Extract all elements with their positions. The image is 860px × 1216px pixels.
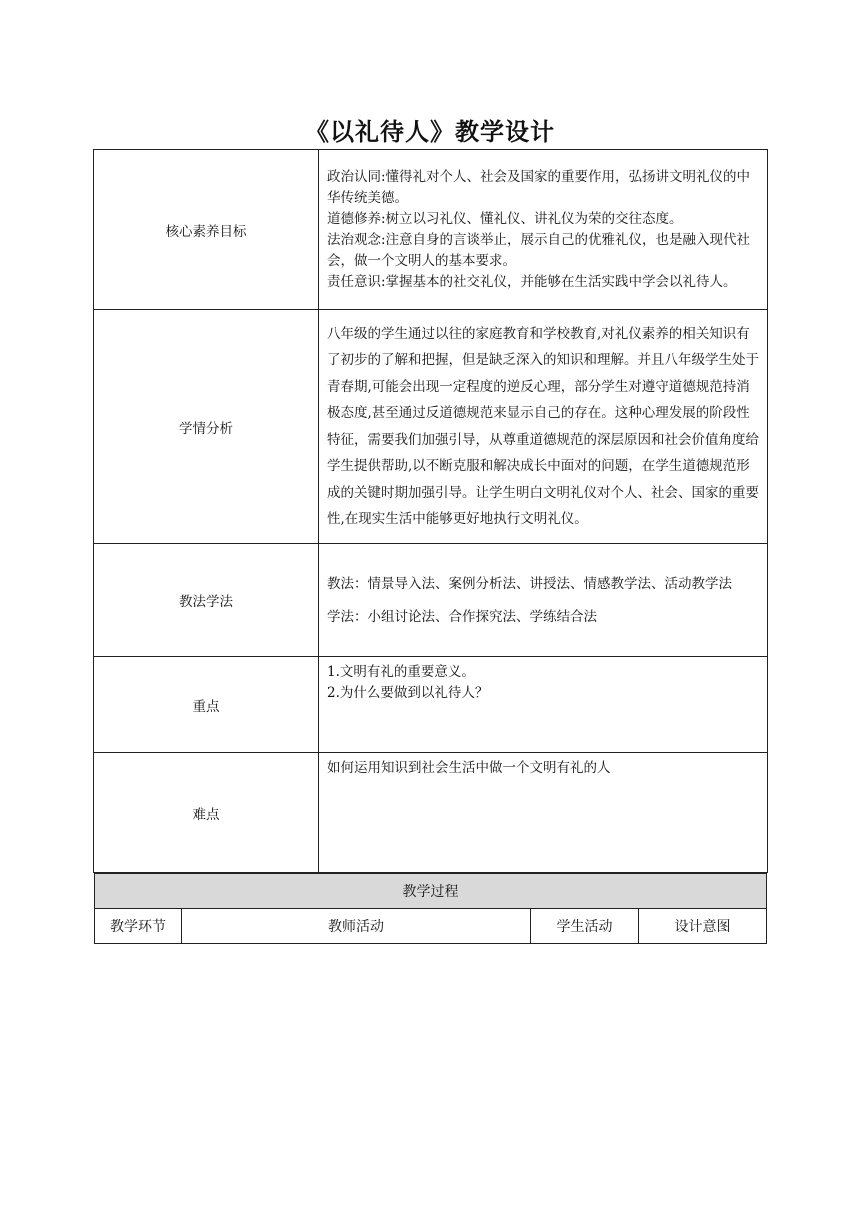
row-student-analysis bbox=[94, 310, 768, 544]
process-heading-row bbox=[95, 874, 767, 909]
row-methods bbox=[94, 544, 768, 657]
label-key-points: 重点 bbox=[94, 657, 319, 753]
key-point-line: 1.文明有礼的重要意义。 bbox=[327, 664, 475, 680]
learning-method: 学法：小组讨论法、合作探究法、学练结合法 bbox=[327, 609, 597, 625]
column-header: 教师活动 bbox=[182, 909, 531, 944]
row-key-points bbox=[94, 657, 768, 753]
core-goal-line: 责任意识:掌握基本的社交礼仪，并能够在生活实践中学会以礼待人。 bbox=[327, 273, 737, 290]
core-goal-line: 政治认同:懂得礼对个人、社会及国家的重要作用，弘扬讲文明礼仪的中华传统美德。 bbox=[327, 168, 751, 206]
content-core-goals bbox=[319, 150, 768, 310]
label-core-goals: 核心素养目标 bbox=[94, 150, 319, 310]
column-header: 教学环节 bbox=[95, 909, 182, 944]
content-student-analysis: 八年级的学生通过以往的家庭教育和学校教育,对礼仪素养的相关知识有了初步的了解和把握，但是缺乏深入的知识和理解。并且八年级学生处于青春期,可能会出现一定程度的逆反心理，部分学生对遵守道德规范持消极态度,甚至通过反道德规范来显示自己的存在。这种心理发展的阶段性特征，需要我们加强引导，从尊重道德规范的深层原因和社会价值角度给学生提供帮助,以不断克服和解决成长中面对的问题，在学生道德规范形成的关键时期加强引导。让学生明白文明礼仪对个人、社会、国家的重要性,在现实生活中能够更好地执行文明礼仪。 bbox=[319, 310, 768, 544]
process-heading: 教学过程 bbox=[95, 874, 767, 909]
column-header: 学生活动 bbox=[531, 909, 639, 944]
document-title: 《以礼待人》教学设计 bbox=[305, 118, 555, 146]
process-table bbox=[94, 873, 767, 944]
content-methods bbox=[319, 544, 768, 657]
core-goal-line: 法治观念:注意自身的言谈举止，展示自己的优雅礼仪，也是融入现代社会，做一个文明人的基本要求。 bbox=[327, 231, 751, 269]
label-difficult-points: 难点 bbox=[94, 753, 319, 873]
design-table bbox=[93, 149, 768, 873]
teaching-method: 教法：情景导入法、案例分析法、讲授法、情感教学法、活动教学法 bbox=[327, 576, 732, 592]
process-columns-row bbox=[95, 909, 767, 944]
content-key-points bbox=[319, 657, 768, 753]
row-core-goals bbox=[94, 150, 768, 310]
key-point-line: 2.为什么要做到以礼待人？ bbox=[327, 685, 489, 701]
column-header: 设计意图 bbox=[639, 909, 767, 944]
core-goal-line: 道德修养:树立以习礼仪、懂礼仪、讲礼仪为荣的交往态度。 bbox=[327, 210, 683, 227]
row-difficult-points bbox=[94, 753, 768, 873]
label-student-analysis: 学情分析 bbox=[94, 310, 319, 544]
content-difficult-points: 如何运用知识到社会生活中做一个文明有礼的人 bbox=[319, 753, 768, 873]
label-methods: 教法学法 bbox=[94, 544, 319, 657]
